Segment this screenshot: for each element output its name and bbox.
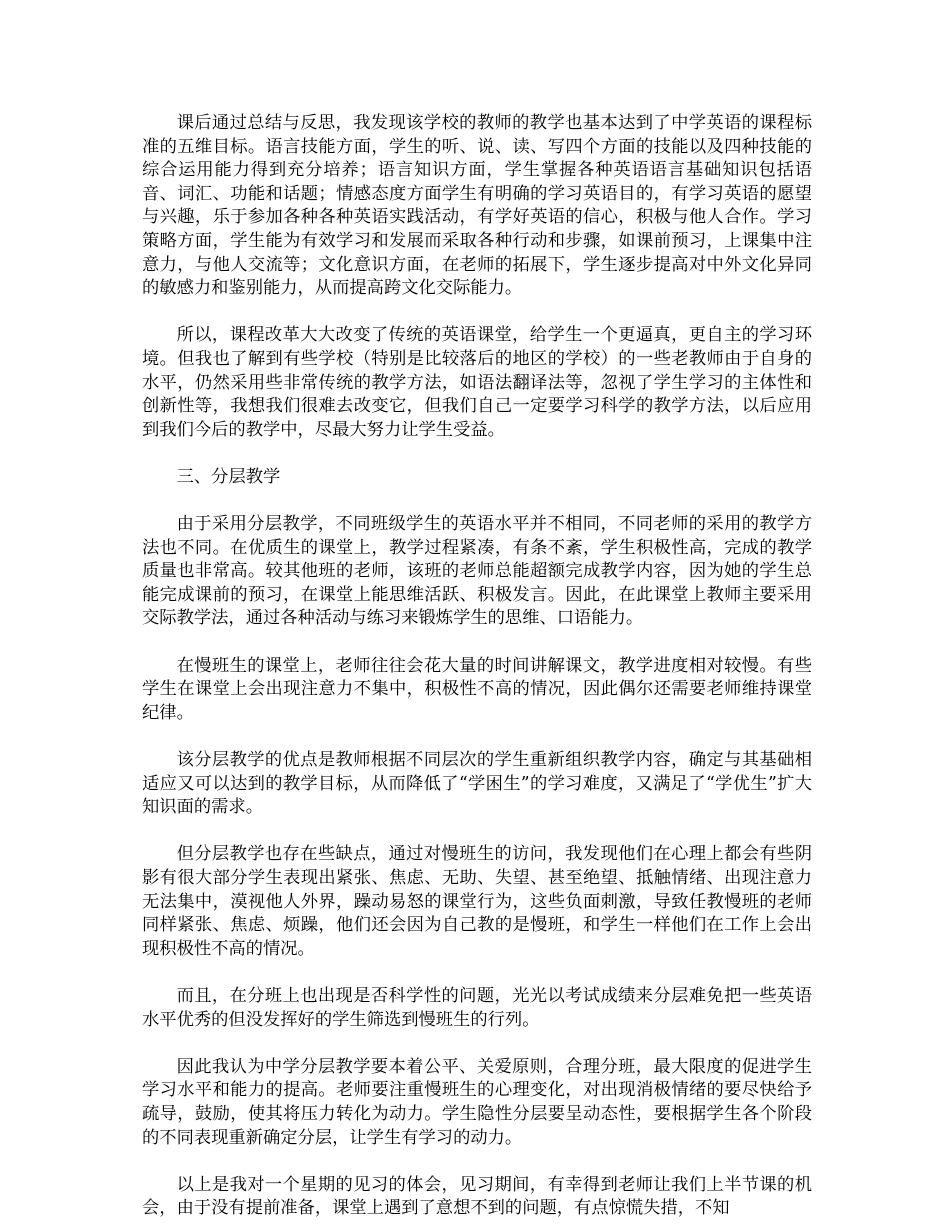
paragraph-curriculum-reform: 所以，课程改革大大改变了传统的英语课堂，给学生一个更逼真，更自主的学习环境。但我也了解到有些学校（特别是比较落后的地区的学校）的一些老教师由于自身的水平，仍然采用些非常传统的教学方法，如语法翻译法等，忽视了学生学习的主体性和创新性等，我想我们很难去改变它，但我们自己一定要学习科学的教学方法，以后应用到我们今后的教学中，尽最大努力让学生受益。: [142, 325, 812, 440]
paragraph-recommendation: 因此我认为中学分层教学要本着公平、关爱原则，合理分班，最大限度的促进学生学习水平和能力的提高。老师要注重慢班生的心理变化，对出现消极情绪的要尽快给予疏导，鼓励，使其将压力转化为动力。学生隐性分层要呈动态性，要根据学生各个阶段的不同表现重新确定分层，让学生有学习的动力。: [142, 1056, 812, 1148]
paragraph-reflection: 课后通过总结与反思，我发现该学校的教师的教学也基本达到了中学英语的课程标准的五维目标。语言技能方面，学生的听、说、读、写四个方面的技能以及四种技能的综合运用能力得到充分培养；语言知识方面，学生掌握各种英语语言基础知识包括语音、词汇、功能和话题；情感态度方面学生有明确的学习英语目的，有学习英语的愿望与兴趣，乐于参加各种各种英语实践活动，有学好英语的信心，积极与他人合作。学习策略方面，学生能为有效学习和发展而采取各种行动和步骤，如课前预习，上课集中注意力，与他人交流等；文化意识方面，在老师的拓展下，学生逐步提高对中外文化异同的敏感力和鉴别能力，从而提高跨文化交际能力。: [142, 113, 812, 299]
paragraph-advantages: 该分层教学的优点是教师根据不同层次的学生重新组织教学内容，确定与其基础相适应又可以达到的教学目标，从而降低了“学困生”的学习难度，又满足了“学优生”扩大知识面的需求。: [142, 750, 812, 818]
section-heading-layered-teaching: 三、分层教学: [176, 466, 281, 487]
paragraph-slow-class: 在慢班生的课堂上，老师往往会花大量的时间讲解课文，教学进度相对较慢。有些学生在课堂上会出现注意力不集中，积极性不高的情况，因此偶尔还需要老师维持课堂纪律。: [142, 655, 812, 723]
paragraph-layered-intro: 由于采用分层教学，不同班级学生的英语水平并不相同，不同老师的采用的教学方法也不同。在优质生的课堂上，教学过程紧凑，有条不紊，学生积极性高，完成的教学质量也非常高。较其他班的老师，该班的老师总能超额完成教学内容，因为她的学生总能完成课前的预习，在课堂上能思维活跃、积极发言。因此，在此课堂上教师主要采用交际教学法，通过各种活动与练习来锻炼学生的思维、口语能力。: [142, 514, 812, 629]
paragraph-internship-summary: 以上是我对一个星期的见习的体会，见习期间，有幸得到老师让我们上半节课的机会，由于没有提前准备，课堂上遇到了意想不到的问题，有点惊慌失措，不知: [142, 1174, 812, 1219]
paragraph-scientific-issue: 而且，在分班上也出现是否科学性的问题，光光以考试成绩来分层难免把一些英语水平优秀的但没发挥好的学生筛选到慢班生的行列。: [142, 985, 812, 1030]
paragraph-disadvantages: 但分层教学也存在些缺点，通过对慢班生的访问，我发现他们在心理上都会有些阴影有很大部分学生表现出紧张、焦虑、无助、失望、甚至绝望、抵触情绪、出现注意力无法集中，漠视他人外界，躁动易怒的课堂行为，这些负面刺激，导致任教慢班的老师同样紧张、焦虑、烦躁，他们还会因为自己教的是慢班，和学生一样他们在工作上会出现积极性不高的情况。: [142, 844, 812, 959]
document-body: [142, 112, 812, 1221]
